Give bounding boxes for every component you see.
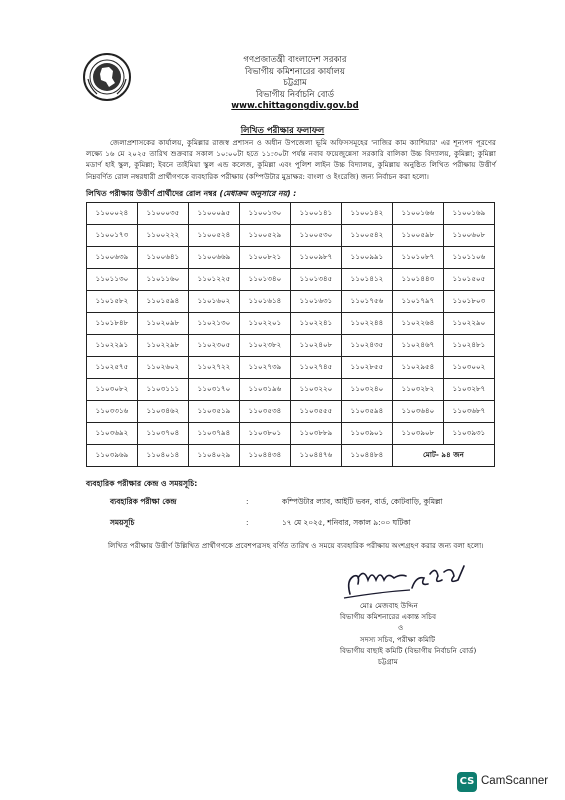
roll-number-cell: ১১০৩৬৪০ — [393, 401, 444, 423]
table-row — [87, 401, 495, 423]
schedule-label: সময়সূচি — [110, 518, 135, 527]
roll-number-cell: ১১০২৮৫৫ — [342, 357, 393, 379]
roll-number-cell: ১১০০২২২ — [138, 225, 189, 247]
roll-number-cell: ১১০০০২৪ — [87, 203, 138, 225]
signatory-name: মোঃ মেজবাহ উদ্দিন — [360, 601, 418, 610]
roll-number-cell: ১১০০১৪১ — [291, 203, 342, 225]
roll-number-cell: ১১০০১৬৬ — [393, 203, 444, 225]
table-row — [87, 225, 495, 247]
roll-list-heading-text: লিখিত পরীক্ষায় উত্তীর্ণ প্রার্থীদের রোল নম্বর — [86, 189, 217, 198]
header-line-1: গণপ্রজাতন্ত্রী বাংলাদেশ সরকার — [243, 55, 347, 65]
practical-exam-heading: ব্যবহারিক পরীক্ষার কেন্দ্র ও সময়সূচি: — [86, 479, 198, 488]
roll-number-cell: ১১০০৯৯১ — [342, 247, 393, 269]
signatory-member: সদস্য সচিব, পরীক্ষা কমিটি — [360, 634, 436, 644]
roll-number-cell: ১১০০০৩৫ — [138, 203, 189, 225]
signature-block — [340, 600, 510, 667]
roll-number-cell: ১১০৩৪৬২ — [138, 401, 189, 423]
table-row — [87, 423, 495, 445]
roll-number-cell: ১১০০৬৬৯ — [189, 247, 240, 269]
table-row — [87, 313, 495, 335]
camscanner-label: CamScanner — [481, 775, 549, 787]
roll-number-cell: ১১০২২৯৮ — [138, 335, 189, 357]
roll-number-cell: ১১০১৬০২ — [189, 291, 240, 313]
roll-number-cell: ১১০০১৩০ — [240, 203, 291, 225]
roll-number-cell: ১১০২৫৭৫ — [87, 357, 138, 379]
header-line-3: চট্টগ্রাম — [283, 78, 307, 88]
roll-number-cell: ১১০৩৭০৪ — [138, 423, 189, 445]
table-row — [87, 203, 495, 225]
roll-number-cell: ১১০৩৯৬৯ — [87, 445, 138, 467]
roll-number-cell: ১১০০১৭৩ — [87, 225, 138, 247]
roll-list-heading-note: (মেধাক্রম অনুসারে নয়) : — [219, 189, 297, 198]
roll-number-cell: ১১০৩২৪০ — [342, 379, 393, 401]
letterhead — [180, 55, 410, 113]
roll-number-cell: ১১০২৩৮২ — [240, 335, 291, 357]
table-row — [87, 291, 495, 313]
roll-number-cell: ১১০১৩৪০ — [240, 269, 291, 291]
roll-number-cell: ১১০২০৯৮ — [138, 313, 189, 335]
roll-number-cell: ১১০৩২২০ — [291, 379, 342, 401]
roll-number-cell: ১১০০৫২৪ — [189, 225, 240, 247]
roll-number-cell: ১১০৩৬৮৭ — [444, 401, 495, 423]
table-row — [87, 269, 495, 291]
roll-number-cell: ১১০৩৬৯২ — [87, 423, 138, 445]
roll-number-cell: ১১০২২৬৪ — [393, 313, 444, 335]
roll-number-cell: ১১০১৪৪৩ — [393, 269, 444, 291]
roll-number-cell: ১১০০৮২১ — [240, 247, 291, 269]
roll-number-cell: ১১০০৬৪১ — [138, 247, 189, 269]
instruction-paragraph: লিখিত পরীক্ষায় উত্তীর্ণ উল্লিখিত প্রার্থীগণকে প্রবেশপত্রসহ বর্ণিত তারিখ ও সময়ে ব্যবহারিক পরীক্ষায় অংশগ্রহণ করার জন্য বলা হলো। — [108, 541, 484, 550]
roll-number-cell: ১১০২৯৫৪ — [393, 357, 444, 379]
roll-number-cell: ১১০৩২৮৭ — [444, 379, 495, 401]
roll-number-cell: ১১০৩২৮২ — [393, 379, 444, 401]
roll-list-heading — [86, 188, 296, 201]
roll-number-cell: ১১০৩৯৩১ — [444, 423, 495, 445]
roll-number-cell: ১১০০৫২৯ — [240, 225, 291, 247]
roll-number-cell: ১১০২২৯০ — [444, 313, 495, 335]
roll-number-cell: ১১০৩১৭০ — [189, 379, 240, 401]
roll-number-cell: ১১০২৭৩৯ — [240, 357, 291, 379]
roll-number-cell: ১১০২৭৪৫ — [291, 357, 342, 379]
roll-number-cell: ১১০৩৯০১ — [342, 423, 393, 445]
bangladesh-government-seal-icon — [82, 52, 132, 102]
roll-number-cell: ১১০৪৪৩৪ — [240, 445, 291, 467]
roll-number-cell: ১১০৩৮৮৯ — [291, 423, 342, 445]
roll-number-cell: ১১০৩০০২ — [444, 357, 495, 379]
roll-number-cell: ১১০১৭৯৭ — [393, 291, 444, 313]
total-count-cell: মোট- ৯৪ জন — [393, 445, 495, 467]
roll-number-cell: ১১০০৬০৮ — [444, 225, 495, 247]
roll-number-cell: ১১০৩৩১৬ — [87, 401, 138, 423]
roll-number-cell: ১১০৩১১১ — [138, 379, 189, 401]
roll-number-cell: ১১০৩৫৩৪ — [240, 401, 291, 423]
roll-number-cell: ১১০৩৭৯৪ — [189, 423, 240, 445]
website-link[interactable]: www.chittagongdiv.gov.bd — [231, 101, 359, 111]
roll-number-cell: ১১০৪৪৮৪ — [342, 445, 393, 467]
signatory-designation: বিভাগীয় কমিশনারের একান্ত সচিব — [340, 612, 437, 622]
roll-number-cell: ১১০১১৩০ — [87, 269, 138, 291]
roll-number-cell: ১১০০৫৯৮ — [393, 225, 444, 247]
roll-number-cell: ১১০২৪৮১ — [444, 335, 495, 357]
roll-number-cell: ১১০৪৪৭৬ — [291, 445, 342, 467]
roll-number-cell: ১১০০৯৮৭ — [291, 247, 342, 269]
roll-number-cell: ১১০০০৯৫ — [189, 203, 240, 225]
roll-number-cell: ১১০১১০৬ — [444, 247, 495, 269]
roll-number-cell: ১১০৩১৯৬ — [240, 379, 291, 401]
signatory-and: ও — [398, 623, 404, 633]
roll-number-cell: ১১০৩৯০৮ — [393, 423, 444, 445]
roll-number-cell: ১১০৪০২৯ — [189, 445, 240, 467]
roll-number-cell: ১১০১৫৯৪ — [138, 291, 189, 313]
roll-number-cell: ১১০২৪৩৫ — [342, 335, 393, 357]
roll-number-cell: ১১০১৮০৩ — [444, 291, 495, 313]
roll-number-cell: ১১০২২৯১ — [87, 335, 138, 357]
roll-number-cell: ১১০২২৪৪ — [342, 313, 393, 335]
roll-number-cell: ১১০০১৪২ — [342, 203, 393, 225]
roll-number-cell: ১১০৩০৮২ — [87, 379, 138, 401]
header-line-2: বিভাগীয় কমিশনারের কার্যালয় — [245, 66, 345, 77]
roll-number-cell: ১১০১৭৫৬ — [342, 291, 393, 313]
roll-number-cell: ১১০৩৮০১ — [240, 423, 291, 445]
roll-number-cell: ১১০২৩০৫ — [189, 335, 240, 357]
roll-number-cell: ১১০১৬১৪ — [240, 291, 291, 313]
roll-number-cell: ১১০২২০১ — [240, 313, 291, 335]
roll-number-cell: ১১০১৪১২ — [342, 269, 393, 291]
roll-number-cell: ১১০২৪৬৭ — [393, 335, 444, 357]
roll-number-cell: ১১০১১৬০ — [138, 269, 189, 291]
center-value: কম্পিউটার ল্যাব, আইটি ভবন, বার্ড, কোটবাড়ি, কুমিল্লা — [282, 497, 443, 506]
center-colon: : — [246, 497, 249, 506]
table-row — [87, 357, 495, 379]
roll-number-cell: ১১০২৪০৮ — [291, 335, 342, 357]
table-row — [87, 247, 495, 269]
signatory-city: চট্টগ্রাম — [378, 657, 398, 667]
schedule-value: ১৭ মে ২০২৫, শনিবার, সকাল ৯:০০ ঘটিকা — [282, 518, 411, 527]
roll-number-table — [86, 202, 495, 467]
roll-number-cell: ১১০২৬০২ — [138, 357, 189, 379]
table-row — [87, 335, 495, 357]
camscanner-logo: CS — [457, 772, 477, 792]
roll-number-cell: ১১০১৫৮২ — [87, 291, 138, 313]
roll-number-cell: ১১০২৭২২ — [189, 357, 240, 379]
roll-number-cell: ১১০৩৫৫৫ — [291, 401, 342, 423]
roll-number-cell: ১১০০১৬৯ — [444, 203, 495, 225]
header-line-4: বিভাগীয় নির্বাচনি বোর্ড — [255, 89, 335, 100]
document-title: লিখিত পরীক্ষার ফলাফল — [240, 126, 325, 136]
roll-number-cell: ১১০১০৮৭ — [393, 247, 444, 269]
roll-number-cell: ১১০৩৫১৯ — [189, 401, 240, 423]
roll-number-cell: ১১০২১৩০ — [189, 313, 240, 335]
table-row — [87, 445, 495, 467]
roll-number-cell: ১১০৪০১৪ — [138, 445, 189, 467]
roll-number-cell: ১১০৩৫৯৪ — [342, 401, 393, 423]
roll-number-cell: ১১০১৩৪৫ — [291, 269, 342, 291]
roll-number-cell: ১১০২২৪১ — [291, 313, 342, 335]
roll-number-cell: ১১০১২২৫ — [189, 269, 240, 291]
handwritten-signature-icon — [340, 554, 470, 600]
roll-number-cell: ১১০১৫০৫ — [444, 269, 495, 291]
signatory-committee: বিভাগীয় বাছাই কমিটি (বিভাগীয় নির্বাচনি বোর্ড) — [340, 645, 477, 655]
roll-number-cell: ১১০০৫৩০ — [291, 225, 342, 247]
table-row — [87, 379, 495, 401]
roll-number-cell: ১১০০৫৪২ — [342, 225, 393, 247]
roll-number-cell: ১১০১৮৪৮ — [87, 313, 138, 335]
roll-number-cell: ১১০০৬৩৯ — [87, 247, 138, 269]
intro-paragraph: জেলাপ্রশাসকের কার্যালয়, কুমিল্লার রাজস্ব প্রশাসন ও অধীন উপজেলা ভূমি অফিসসমূহের 'নাজির কাম ক্যাশিয়ার' এর শূন্যপদ পূরণের লক্ষ্যে ১৬ মে ২০২৫ তারিখ শুক্রবার সকাল ১০:০০টা হতে ১১:৩০টা পর্যন্ত নবাব ফয়েজুন্নেসা সরকারি বালিকা উচ্চ বিদ্যালয়, কুমিল্লা; কুমিল্লা মডার্ণ হাই স্কুল, কুমিল্লা; ইবনে তাইমিয়া স্কুল এন্ড কলেজ, কুমিল্লা এবং পুলিশ লাইন উচ্চ বিদ্যালয়, কুমিল্লায় অনুষ্ঠিত লিখিত পরীক্ষায় উত্তীর্ণ নিম্নবর্ণিত রোল নম্বরধারী প্রার্থীগণকে ব্যবহারিক পরীক্ষায় (কম্পিউটার মুদ্রাক্ষর: বাংলা ও ইংরেজি) জন্য নির্বাচন করা হলো। — [86, 138, 496, 181]
center-label: ব্যবহারিক পরীক্ষা কেন্দ্র — [110, 497, 177, 506]
roll-number-cell: ১১০১৬৩১ — [291, 291, 342, 313]
schedule-colon: : — [246, 518, 249, 527]
